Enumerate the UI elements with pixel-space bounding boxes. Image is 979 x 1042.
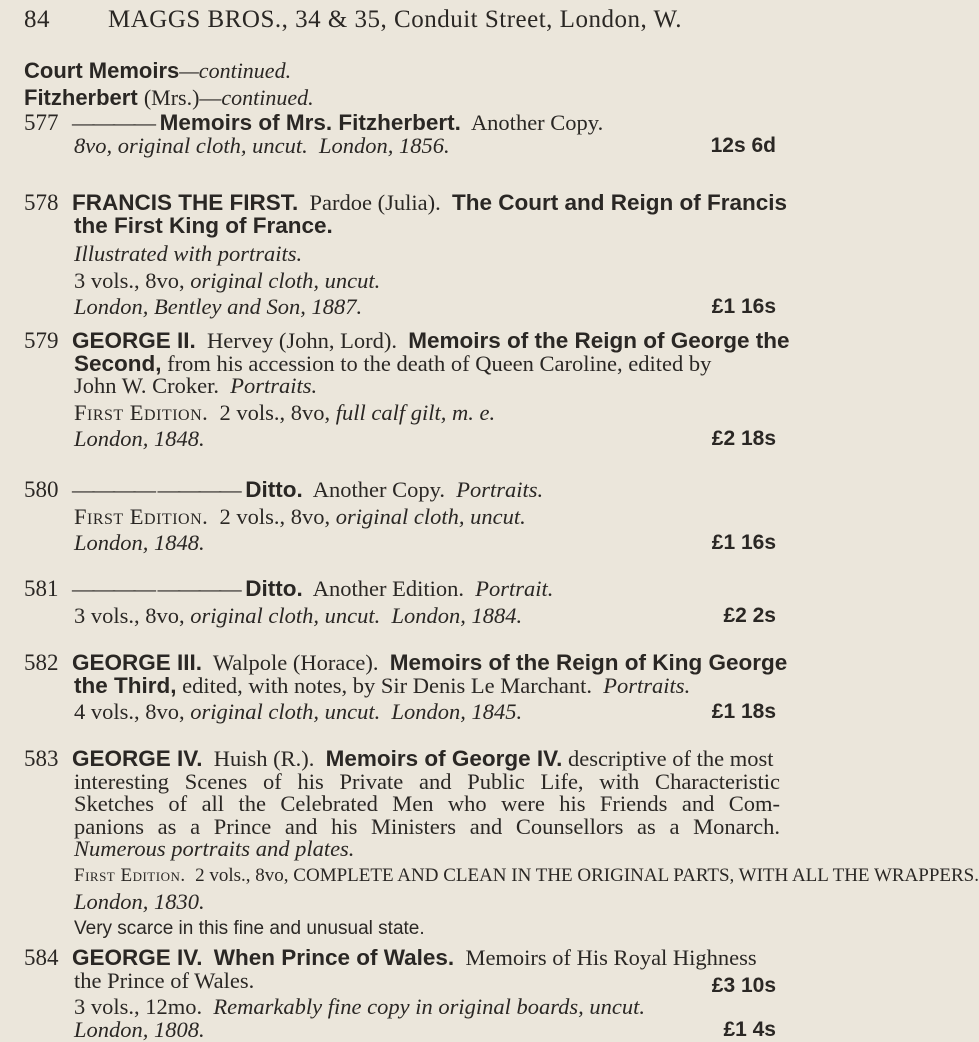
entry-heading: FRANCIS THE FIRST. [72,190,299,215]
entry-price: £1 18s [711,700,776,723]
entry-imprint: London, 1856. [318,132,450,158]
entry-title-extra: Another Edition. [312,576,464,601]
entry-description-continued: Sketches of all the Celebrated Men who were his Friends and Com- [74,791,780,816]
lot-number: 577 [24,110,59,135]
entry-edition: First Edition. [74,503,209,529]
entry-description: 8vo, original cloth, uncut. [74,132,308,158]
entry-heading: GEORGE IV. [72,746,203,771]
page-number: 84 [24,6,50,33]
entry-price: £3 10s [711,974,776,997]
entry-imprint: London, 1830. [74,889,205,914]
lot-number: 579 [24,328,59,353]
entry-binding: original cloth, uncut. [190,602,381,628]
subheading-suffix: continued. [221,85,314,110]
entry-note: Numerous portraits and plates. [74,836,355,861]
catalogue-entry [24,192,794,319]
entry-binding: Remarkably fine copy in original boards, uncut. [213,994,645,1019]
entry-author: Hervey (John, Lord). [207,328,397,353]
lot-number: 578 [24,190,59,215]
entry-price: 12s 6d [710,133,776,157]
ditto-dash: ———— ———— [72,576,240,601]
lot-number: 582 [24,650,59,675]
running-header [24,6,794,34]
entry-author: Walpole (Horace). [212,650,379,675]
lot-number: 584 [24,945,59,970]
entry-title: Ditto. [245,576,303,601]
header-text: MAGGS BROS., 34 & 35, Conduit Street, London, W. [108,6,683,33]
entry-heading: GEORGE II. [72,328,196,353]
entry-note: Illustrated with portraits. [74,241,303,266]
entry-title: Memoirs of George IV. [325,746,563,771]
entry-price: £1 16s [711,531,776,554]
catalogue-entry [24,578,794,627]
entry-title: Memoirs of the Reign of George the [408,328,790,353]
entry-note: Portraits. [603,672,691,698]
entry-format: 4 vols., 8vo, [74,699,185,724]
ditto-dash: ———— [72,110,154,135]
entry-title-extra: Another Copy. [470,110,604,135]
entry-imprint: London, 1848. [74,530,205,555]
entry-title-continued: the Third, [74,672,177,698]
entry-imprint: London, 1845. [391,699,523,724]
entry-title-extra: Another Copy. [312,477,446,502]
section-heading [24,58,794,84]
entry-title: The Court and Reign of Francis [451,190,788,215]
entry-format: 3 vols., 8vo, [74,602,185,628]
entry-heading: GEORGE IV. [72,945,203,970]
entry-format: 2 vols., 8vo, [195,864,289,886]
catalogue-entry [24,947,794,1041]
entry-note: Portrait. [475,576,554,601]
entry-title-continued: the First King of France. [74,212,333,238]
entry-title-continued: Second, [74,350,162,376]
entry-edition: First Edition. [74,864,186,886]
entry-binding: original cloth, uncut. [190,699,381,724]
section-title: Court Memoirs [24,58,180,83]
entry-remark: Very scarce in this fine and unusual state. [74,917,425,939]
entry-format: 3 vols., 12mo. [74,994,203,1019]
catalogue-entry [24,112,794,157]
entry-price: £2 2s [723,603,776,627]
entry-title: Memoirs of the Reign of King George [389,650,788,675]
entry-binding: original cloth, uncut. [335,503,526,529]
lot-number: 583 [24,746,59,771]
entry-imprint: London, 1808. [74,1016,205,1042]
entry-heading: GEORGE III. [72,650,203,675]
subheading [24,85,794,111]
entry-binding: original cloth, uncut. [190,267,381,293]
entry-author: Huish (R.). [213,746,315,771]
entry-price: £2 18s [711,427,776,450]
entry-description: edited, with notes, by Sir Denis Le Marchant. [182,672,593,698]
entry-description: descriptive of the most [567,746,774,771]
entry-description-continued: panions as a Prince and his Ministers and Counsellors as a Monarch. [74,813,780,839]
entry-format: 2 vols., 8vo, [219,399,331,425]
catalogue-entry [24,479,794,555]
entry-description-continued: John W. Croker. [74,373,220,398]
section-suffix: —continued. [179,58,292,83]
entry-title: Memoirs of Mrs. Fitzherbert. [159,110,461,135]
entry-author: Pardoe (Julia). [309,190,441,215]
entry-imprint: London, Bentley and Son, 1887. [74,294,363,319]
entry-note: Portraits. [456,477,544,502]
entry-title: Ditto. [245,477,303,502]
ditto-dash: ———— ———— [72,477,240,502]
entry-format: 3 vols., 8vo, [74,267,185,293]
entry-format: 2 vols., 8vo, [219,503,331,529]
lot-number: 580 [24,477,59,502]
entry-binding: COMPLETE AND CLEAN IN THE ORIGINAL PARTS, WITH ALL THE WRAPPERS. [293,864,979,886]
entry-edition: First Edition. [74,399,209,425]
entry-title: When Prince of Wales. [213,945,455,970]
entry-note: Portraits. [230,373,318,398]
subheading-detail: (Mrs.)— [143,85,222,110]
entry-price: £1 4s [723,1017,776,1041]
entry-description-continued: the Prince of Wales. [74,967,255,993]
entry-binding: full calf gilt, m. e. [335,399,496,425]
lot-number: 581 [24,576,59,601]
entry-imprint: London, 1884. [391,602,523,628]
catalogue-entry [24,652,794,724]
entry-price: £1 16s [711,295,776,318]
entry-description-continued: interesting Scenes of his Private and Public Life, with Characteristic [74,768,780,794]
subheading-name: Fitzherbert [24,85,138,110]
catalogue-entry [24,330,794,451]
entry-description: from his accession to the death of Queen Caroline, edited by [167,350,712,376]
entry-description: Memoirs of His Royal Highness [465,945,757,970]
entry-imprint: London, 1848. [74,426,205,451]
